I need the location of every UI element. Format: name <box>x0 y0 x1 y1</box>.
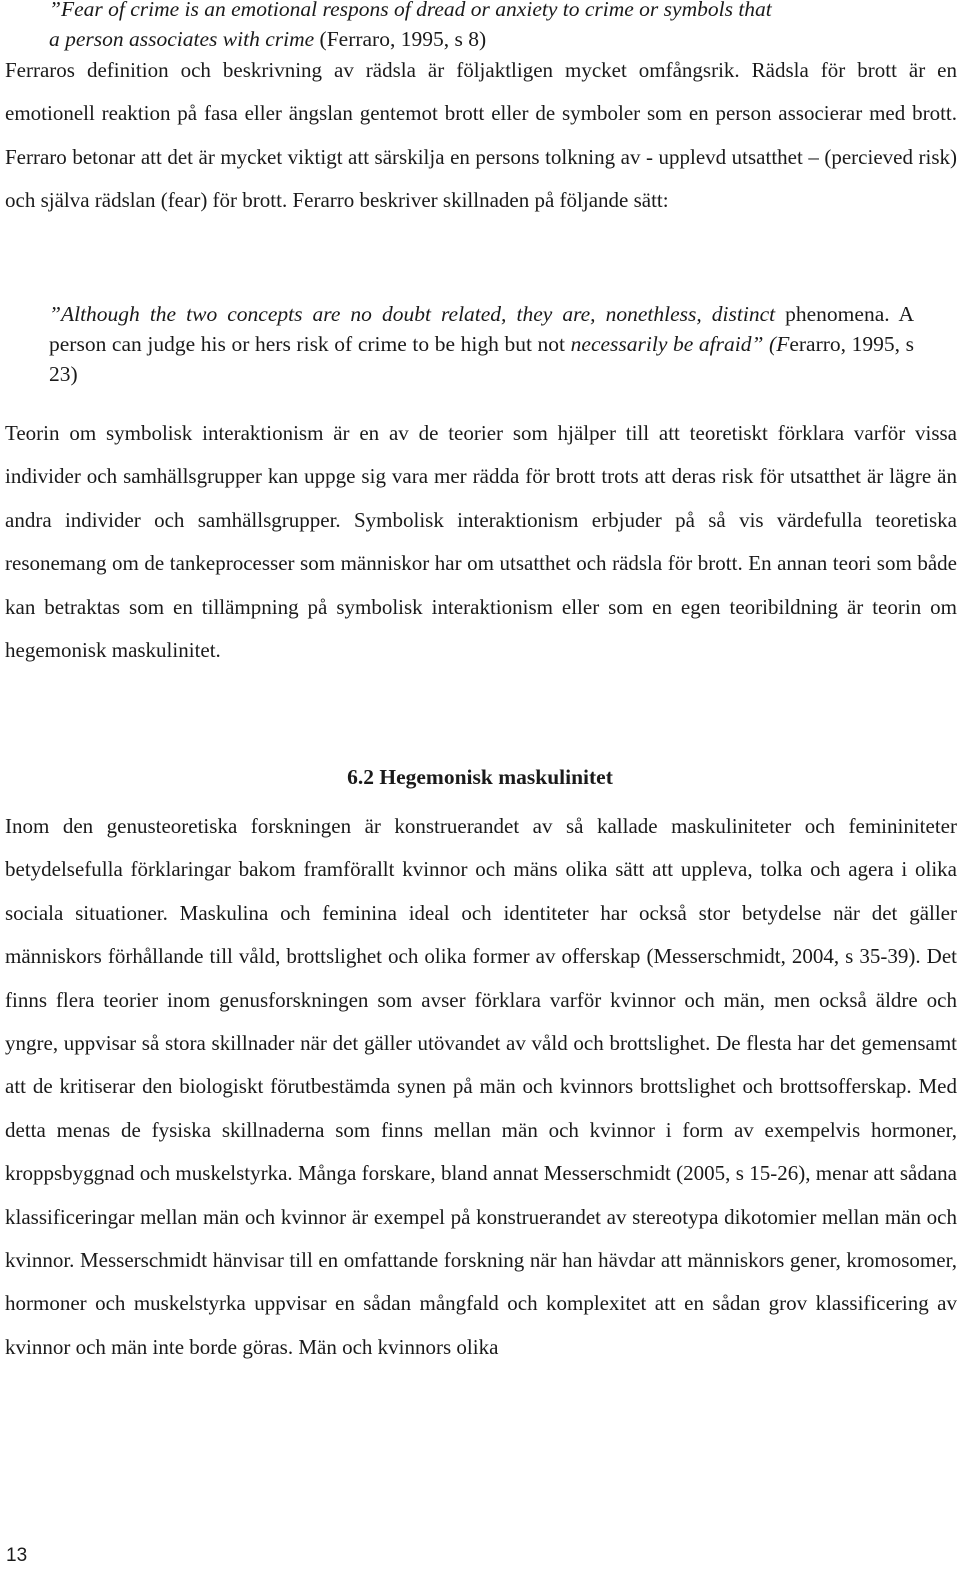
page-number: 13 <box>6 1545 28 1566</box>
quote-line-2: a person associates with crime <box>49 27 315 51</box>
block-quote-ferarro-distinction <box>49 299 914 389</box>
paragraph-hegemonic-masculinity: Inom den genusteoretiska forskningen är konstruerandet av så kallade maskuliniteter och femininiteter betydelsefulla förklaringar bakom framförallt kvinnor och mäns olika sätt att uppleva, tolka och agera i olika sociala situationer. Maskulina och feminina ideal och identiteter har också stor betydelse när det gäller människors förhållande till våld, brottslighet och olika former av offerskap (Messerschmidt, 2004, s 35-39). Det finns flera teorier inom genusforskningen som avser förklara varför kvinnor och män, men också äldre och yngre, uppvisar så stora skillnader när det gäller utövandet av våld och brottslighet. De flesta har det gemensamt att de kritiserar den biologiskt förutbestämda synen på män och kvinnors brottslighet och brottsofferskap. Med detta menas de fysiska skillnaderna som finns mellan män och kvinnor i form av exempelvis hormoner, kroppsbyggnad och muskelstyrka. Många forskare, bland annat Messerschmidt (2005, s 15-26), menar att sådana klassificeringar mellan män och kvinnor är exempel på konstruerandet av stereotypa dikotomier mellan män och kvinnor. Messerschmidt hänvisar till en omfattande forskning när han hävdar att människors gener, kromosomer, hormoner och muskelstyrka uppvisar en sådan mångfald och komplexitet att en sådan grov klassificering av kvinnor och män inte borde göras. Män och kvinnors olika <box>5 814 957 1359</box>
section-heading: 6.2 Hegemonisk maskulinitet <box>347 765 613 789</box>
quote-italic-part-2: necessarily be afraid” (F <box>570 332 790 356</box>
quote-italic-part-1: ”Although the two concepts are no doubt related, they are, nonethless, distinct <box>49 302 776 326</box>
paragraph-ferraro-definition: Ferraros definition och beskrivning av rädsla är följaktligen mycket omfångsrik. Rädsla för brott är en emotionell reaktion på fasa eller ängslan gentemot brott eller de symboler som en person associerar med brott. Ferraro betonar att det är mycket viktigt att särskilja en persons tolkning av - upplevd utsatthet – (percieved risk) och själva rädslan (fear) för brott. Ferarro beskriver skillnaden på följande sätt: <box>5 58 957 213</box>
quote-line-1: ”Fear of crime is an emotional respons of dread or anxiety to crime or symbols that <box>49 0 772 21</box>
block-quote-ferraro-definition <box>49 0 914 54</box>
paragraph-symbolic-interactionism: Teorin om symbolisk interaktionism är en av de teorier som hjälper till att teoretiskt förklara varför vissa individer och samhällsgrupper kan uppge sig vara mer rädda för brott trots att deras risk för utsatthet är lägre än andra individer och samhällsgrupper. Symbolisk interaktionism erbjuder på så vis värdefulla teoretiska resonemang om de tankeprocesser som människor har om utsatthet och rädsla för brott. En annan teori som både kan betraktas som en tillämpning på symbolisk interaktionism eller som en egen teoribildning är teorin om hegemonisk maskulinitet. <box>5 421 957 663</box>
quote-citation-2: erarro, 1995, s 23) <box>49 332 915 386</box>
quote-citation: (Ferraro, 1995, s 8) <box>314 27 487 51</box>
quote-plain-part: phenomena. A person can judge his or hers risk of crime to be high but not <box>49 302 914 356</box>
